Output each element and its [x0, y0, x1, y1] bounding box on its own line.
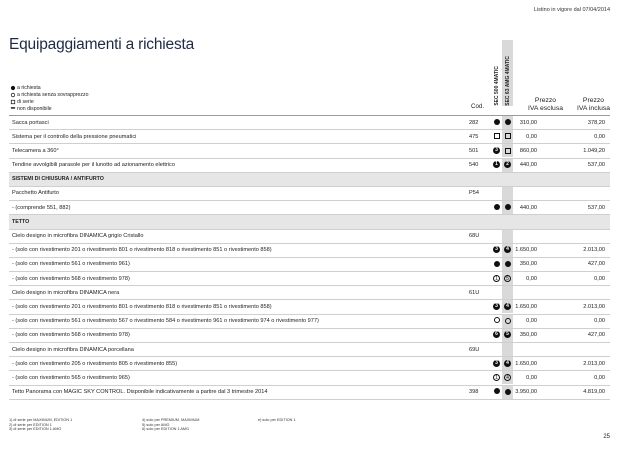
legend-symbol [9, 99, 17, 106]
row-description: - (solo con rivestimento 568 o rivestimento 978) [12, 275, 130, 282]
footnote: 4) solo per PREMIUM, MAXIMUM [142, 418, 200, 422]
numbered-note-outline-icon: 1 [493, 275, 500, 282]
price-incl-vat: 0,00 [594, 275, 605, 282]
legend-label: a richiesta senza sovrapprezzo [17, 92, 89, 99]
table-row [9, 315, 610, 329]
model-b-availability [502, 187, 513, 200]
row-description: - (solo con rivestimento 201 o rivestimento 801 o rivestimento 818 o rivestimento 851 o rivestimento 858) [12, 247, 272, 254]
legend-item [9, 92, 89, 99]
page-title: Equipaggiamenti a richiesta [9, 36, 195, 53]
row-code: 68U [469, 233, 480, 239]
price-excl-vat: 3.950,00 [515, 389, 537, 396]
column-header-price-ex: Prezzo IVA esclusa [527, 97, 563, 112]
price-excl-vat: 860,00 [519, 147, 537, 154]
price-excl-vat: 1.650,00 [515, 303, 537, 310]
row-code: 501 [469, 147, 479, 154]
price-excl-vat: 310,00 [519, 119, 537, 126]
row-code: 475 [469, 133, 479, 140]
footnotes-col-3 [258, 418, 296, 423]
table-row [9, 230, 610, 244]
available-on-request-icon [11, 86, 15, 90]
table-row [9, 386, 610, 400]
price-incl-vat: 2.013,00 [583, 303, 605, 310]
table-row [9, 144, 610, 158]
price-incl-vat: 378,20 [587, 119, 605, 126]
footnotes-col-1 [9, 418, 72, 432]
model-b-availability [502, 230, 513, 243]
row-description: - (comprende 551, 882) [12, 204, 71, 211]
no-surcharge-icon [11, 93, 15, 97]
column-header-model-a: SEC 500 4MATIC [493, 66, 500, 106]
section-title: SISTEMI DI CHIUSURA / ANTIFURTO [12, 176, 104, 183]
section-header-row [9, 215, 610, 229]
model-b-availability [502, 343, 513, 356]
footnote: 6) solo per EDITION 1 AMG [142, 427, 190, 432]
numbered-note-outline-icon: 1 [493, 374, 500, 381]
not-available-icon [11, 108, 15, 109]
table-row [9, 371, 610, 385]
numbered-note-icon: 3 [493, 246, 500, 253]
row-description: Cielo designo in microfibra DINAMICA nera [12, 289, 120, 296]
footnotes-col-2 [142, 418, 199, 432]
price-incl-vat: 537,00 [587, 204, 605, 211]
legend-label: non disponibile [17, 105, 52, 112]
row-description: Tendine avvolgibili parasole per il lunotto ad azionamento elettrico [12, 162, 175, 169]
numbered-note-icon: 4 [504, 360, 511, 367]
price-incl-vat: 427,00 [587, 332, 605, 339]
numbered-note-icon: 3 [493, 147, 500, 154]
row-description: - (solo con rivestimento 568 o rivestimento 978) [12, 332, 130, 339]
numbered-note-outline-icon: 5 [504, 275, 511, 282]
price-excl-vat: 1.650,00 [515, 360, 537, 367]
row-code: 61U [469, 289, 480, 296]
legend-symbol [9, 85, 17, 92]
price-incl-vat: 0,00 [594, 318, 605, 325]
footnote: 5) solo per AMG [142, 422, 170, 427]
footnote: e) solo per EDITION 1 [258, 418, 296, 422]
row-description: Telecamera a 360° [12, 147, 59, 154]
table-row [9, 343, 610, 357]
row-description: Cielo designo in microfibra DINAMICA grigio Cristallo [12, 233, 144, 239]
price-excl-vat: 1.650,00 [515, 247, 537, 254]
table-row [9, 244, 610, 258]
row-code: 398 [469, 389, 479, 396]
row-description: - (solo con rivestimento 201 o rivestimento 801 o rivestimento 818 o rivestimento 851 o rivestimento 858) [12, 303, 272, 310]
numbered-note-icon: 3 [493, 360, 500, 367]
row-description: - (solo con rivestimento 205 o rivestimento 805 o rivestimento 855) [12, 360, 178, 367]
row-description: Tetto Panorama con MAGIC SKY CONTROL. Disponibile indicativamente a partire dal 3 trimestre 2014 [12, 389, 268, 396]
table-row [9, 329, 610, 343]
legend [9, 85, 89, 112]
section-header-row [9, 173, 610, 187]
legend-symbol [9, 92, 17, 99]
price-excl-vat: 440,00 [519, 204, 537, 211]
price-incl-vat: 427,00 [587, 261, 605, 268]
price-excl-vat: 440,00 [519, 162, 537, 169]
price-incl-vat: 537,00 [587, 162, 605, 169]
table-row [9, 201, 610, 215]
numbered-note-icon: 2 [504, 161, 511, 168]
column-header-model-b: SEC 63 AMG 4MATIC [502, 40, 513, 106]
footnote: 3) di serie per EDITION 1 AMG [9, 427, 62, 432]
price-incl-vat: 0,00 [594, 374, 605, 381]
price-incl-vat: 1.049,20 [583, 147, 605, 154]
numbered-note-icon: 5 [504, 331, 511, 338]
row-code: P54 [469, 190, 479, 197]
table-row [9, 300, 610, 314]
table-row [9, 130, 610, 144]
column-header-cod: Cod. [471, 103, 485, 110]
column-header-price-in: Prezzo IVA inclusa [576, 97, 611, 112]
row-description: Cielo designo in microfibra DINAMICA porcellana [12, 346, 134, 353]
price-incl-vat: 4.819,00 [583, 389, 605, 396]
numbered-note-outline-icon: 4 [504, 374, 511, 381]
row-description: Sistema per il controllo della pressione pneumatici [12, 133, 137, 140]
row-description: - (solo con rivestimento 565 o rivestimento 965) [12, 374, 130, 381]
price-excl-vat: 0,00 [526, 374, 537, 381]
row-code: 69U [469, 346, 480, 353]
legend-symbol [9, 106, 17, 112]
equipment-table [9, 116, 610, 400]
row-description: Sacca portasci [12, 119, 49, 126]
row-description: - (solo con rivestimento 561 o rivestimento 961) [12, 261, 130, 268]
table-row [9, 159, 610, 173]
row-description: - (solo con rivestimento 561 o rivestimento 567 o rivestimento 584 o rivestimento 961 o rivestimento 974 o rivestimento 977) [12, 318, 319, 325]
price-excl-vat: 0,00 [526, 318, 537, 325]
price-excl-vat: 350,00 [519, 261, 537, 268]
numbered-note-icon: 3 [493, 303, 500, 310]
legend-label: a richiesta [17, 85, 41, 92]
legend-item [9, 99, 89, 106]
table-row [9, 272, 610, 286]
numbered-note-icon: 6 [493, 331, 500, 338]
table-row [9, 116, 610, 130]
model-b-availability [502, 286, 513, 299]
section-title: TETTO [12, 218, 30, 225]
price-excl-vat: 350,00 [519, 332, 537, 339]
page-number: 25 [603, 434, 610, 440]
price-excl-vat: 0,00 [526, 275, 537, 282]
validity-note: Listino in vigore dal 07/04/2014 [533, 7, 610, 13]
numbered-note-icon: 1 [493, 161, 500, 168]
legend-item [9, 106, 89, 112]
numbered-note-icon: 4 [504, 246, 511, 253]
table-row [9, 286, 610, 300]
price-incl-vat: 2.013,00 [583, 247, 605, 254]
price-incl-vat: 0,00 [594, 133, 605, 140]
legend-item [9, 85, 89, 92]
numbered-note-icon: 4 [504, 303, 511, 310]
table-row [9, 258, 610, 272]
price-excl-vat: 0,00 [526, 133, 537, 140]
footnote: 2) di serie per EDITION 1 [9, 422, 52, 427]
table-row [9, 357, 610, 371]
price-incl-vat: 2.013,00 [583, 360, 605, 367]
row-description: Pacchetto Antifurto [12, 190, 59, 197]
legend-label: di serie [17, 99, 34, 106]
row-code: 540 [469, 162, 479, 169]
table-row [9, 187, 610, 201]
row-code: 282 [469, 119, 479, 126]
standard-icon [11, 100, 15, 104]
footnote: 1) di serie per MAXIMUM, EDITION 1 [9, 418, 73, 422]
